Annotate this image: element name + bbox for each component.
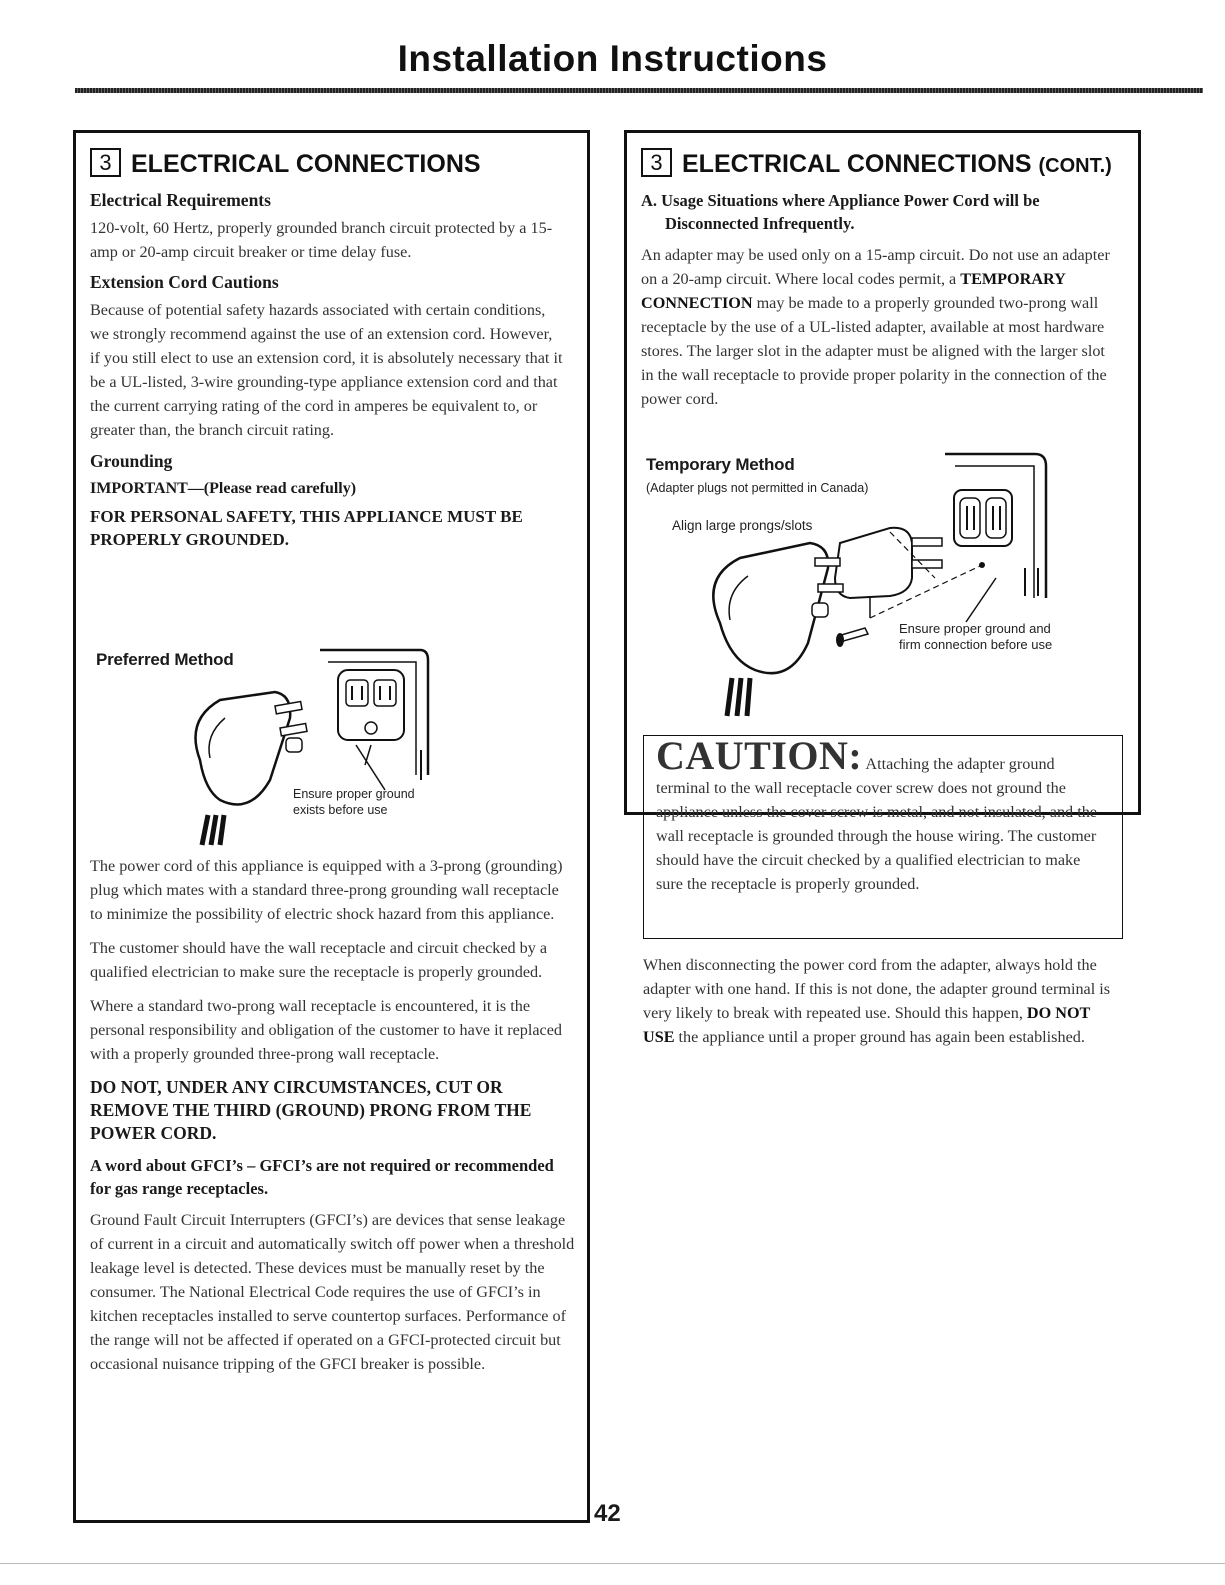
do-not-use-bold: DO NOT USE bbox=[643, 1004, 1091, 1046]
caution-content bbox=[656, 733, 1110, 896]
gfci-text: Ground Fault Circuit Interrupters (GFCI’s) are devices that sense leakage of current in a circuit and automatically switch off power when a threshold leakage level is detected. These devices must be manually reset by the consumer. The National Electrical Code requires the use of GFCI’s in kitchen receptacles installed to serve countertop surfaces. Performance of the range will not be affected if operated on a GFCI-protected circuit but occasional nuisance tripping of the GFCI breaker is possible. bbox=[90, 1211, 575, 1373]
usage-heading: A. Usage Situations where Appliance Power Cord will be Disconnected Infrequently. bbox=[641, 191, 1040, 233]
section-number-box: 3 bbox=[90, 148, 121, 177]
paragraph-electrician: The customer should have the wall receptacle and circuit checked by a qualified electrician to make sure the receptacle is properly grounded. bbox=[90, 939, 548, 981]
title-rule bbox=[75, 88, 1203, 93]
do-not-cut-warning: DO NOT, UNDER ANY CIRCUMSTANCES, CUT OR REMOVE THE THIRD (GROUND) PRONG FROM THE POWER CORD. bbox=[90, 1077, 532, 1143]
grounding-heading: Grounding bbox=[90, 451, 173, 471]
temporary-method-sublabel: (Adapter plugs not permitted in Canada) bbox=[646, 481, 869, 495]
electrical-requirements-text: 120-volt, 60 Hertz, properly grounded branch circuit protected by a 15-amp or 20-amp circuit breaker or time delay fuse. bbox=[90, 219, 553, 261]
align-prongs-note: Align large prongs/slots bbox=[672, 518, 813, 533]
ground-connection-note: Ensure proper ground and firm connection before use bbox=[899, 621, 1053, 652]
preferred-method-label: Preferred Method bbox=[96, 650, 234, 669]
right-column-lower bbox=[643, 953, 1119, 1049]
page-number: 42 bbox=[594, 1500, 621, 1527]
paragraph-two-prong: Where a standard two-prong wall receptacle is encountered, it is the personal responsibility and obligation of the customer to have it replaced with a properly grounded three-prong wall receptacle. bbox=[90, 997, 563, 1063]
section-heading-cont bbox=[641, 148, 1121, 179]
usage-text-1: An adapter may be used only on a 15-amp circuit. Do not use an adapter on a 20-amp circuit. Where local codes permit, a bbox=[641, 246, 1110, 288]
disconnect-text-1: When disconnecting the power cord from the adapter, always hold the adapter with one hand. If this is not done, the adapter ground terminal is very likely to break with repeated use. Should this happen, bbox=[643, 956, 1111, 1022]
extension-cord-text: Because of potential safety hazards associated with certain conditions, we strongly recommend against the use of an extension cord. However, if you still elect to use an extension cord, it is absolutely necessary that it be a UL-listed, 3-wire grounding-type appliance extension cord and that the current carrying rating of the cord in amperes be equivalent to, or greater than, the branch circuit rating. bbox=[90, 301, 563, 439]
section-number-box: 3 bbox=[641, 148, 672, 177]
electrical-requirements-heading: Electrical Requirements bbox=[90, 190, 271, 210]
grounding-safety-warning: FOR PERSONAL SAFETY, THIS APPLIANCE MUST BE PROPERLY GROUNDED. bbox=[90, 507, 523, 549]
temporary-method-illustration bbox=[700, 448, 1060, 720]
page-title: Installation Instructions bbox=[397, 38, 828, 79]
temporary-method-label: Temporary Method bbox=[646, 455, 795, 474]
caution-box bbox=[643, 735, 1123, 939]
preferred-method-illustration bbox=[180, 640, 440, 850]
preferred-method-note: Ensure proper ground exists before use bbox=[293, 787, 415, 817]
bottom-rule bbox=[0, 1563, 1225, 1564]
gfci-heading: A word about GFCI’s – GFCI’s are not required or recommended for gas range receptacles. bbox=[90, 1156, 554, 1198]
left-column-lower bbox=[90, 854, 575, 1376]
right-column bbox=[641, 148, 1121, 411]
section-title: ELECTRICAL CONNECTIONS bbox=[682, 150, 1032, 178]
section-heading bbox=[90, 148, 575, 179]
grounding-important: IMPORTANT—(Please read carefully) bbox=[90, 480, 357, 497]
disconnect-text bbox=[643, 953, 1119, 1049]
temporary-connection-bold: TEMPORARY CONNECTION bbox=[641, 270, 1066, 312]
continued-label: (CONT.) bbox=[1038, 155, 1112, 177]
paragraph-plug: The power cord of this appliance is equipped with a 3-prong (grounding) plug which mates with a standard three-prong grounding wall receptacle to minimize the possibility of electric shock hazard from this appliance. bbox=[90, 857, 563, 923]
caution-text: Attaching the adapter ground terminal to the wall receptacle cover screw does not ground the appliance unless the cover screw is metal, and not insulated, and the wall receptacle is grounded through the house wiring. The customer should have the circuit checked by a qualified electrician to make sure the receptacle is properly grounded. bbox=[656, 755, 1097, 893]
usage-text bbox=[641, 243, 1121, 411]
disconnect-text-2: the appliance until a proper ground has again been established. bbox=[674, 1028, 1085, 1046]
section-title: ELECTRICAL CONNECTIONS bbox=[131, 150, 481, 178]
caution-title: CAUTION: bbox=[656, 733, 863, 778]
left-column bbox=[90, 148, 575, 551]
extension-cord-heading: Extension Cord Cautions bbox=[90, 272, 279, 292]
usage-text-2: may be made to a properly grounded two-prong wall receptacle by the use of a UL-listed adapter, available at most hardware stores. The larger slot in the adapter must be aligned with the larger slot in the wall receptacle to provide proper polarity in the connection of the power cord. bbox=[641, 294, 1107, 408]
